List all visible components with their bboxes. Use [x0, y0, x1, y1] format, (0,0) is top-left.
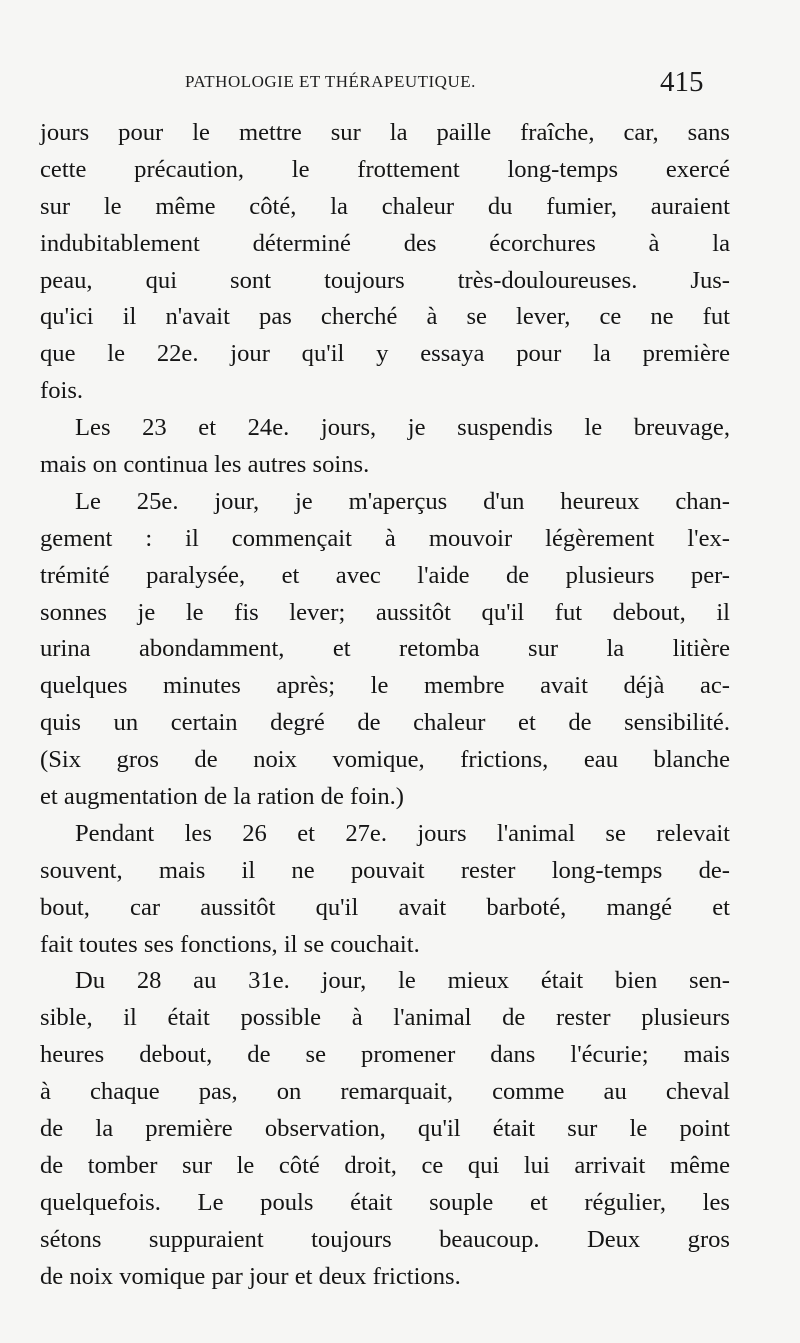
paragraph [40, 963, 730, 1295]
paragraph [40, 115, 730, 410]
text-line: peau, qui sont toujours très-douloureuses. Jus- [40, 266, 730, 294]
text-line: Les 23 et 24e. jours, je suspendis le breuvage, [75, 414, 730, 442]
text-line: Pendant les 26 et 27e. jours l'animal se relevait [75, 819, 730, 847]
text-line: sonnes je le fis lever; aussitôt qu'il fut debout, il [40, 598, 730, 626]
text-line: et augmentation de la ration de foin.) [40, 783, 404, 811]
paragraph [40, 816, 730, 964]
text-line: fait toutes ses fonctions, il se couchait. [40, 930, 420, 958]
text-line: Le 25e. jour, je m'aperçus d'un heureux chan- [75, 487, 730, 515]
text-line: quis un certain degré de chaleur et de sensibilité. [40, 709, 730, 737]
text-line: sur le même côté, la chaleur du fumier, auraient [40, 192, 730, 220]
text-line: Du 28 au 31e. jour, le mieux était bien sen- [75, 967, 730, 995]
text-line: trémité paralysée, et avec l'aide de plusieurs per- [40, 561, 730, 589]
body-text [40, 115, 730, 1296]
text-line: quelquefois. Le pouls était souple et régulier, les [40, 1188, 730, 1216]
text-line: indubitablement déterminé des écorchures à la [40, 229, 730, 257]
text-line: souvent, mais il ne pouvait rester long-temps de- [40, 856, 730, 884]
text-line: gement : il commençait à mouvoir légèrement l'ex- [40, 524, 730, 552]
paragraph [40, 410, 730, 484]
text-line: de noix vomique par jour et deux frictions. [40, 1262, 461, 1290]
running-title: PATHOLOGIE ET THÉRAPEUTIQUE. [185, 72, 476, 91]
text-line: sétons suppuraient toujours beaucoup. Deux gros [40, 1225, 730, 1253]
text-line: qu'ici il n'avait pas cherché à se lever, ce ne fut [40, 303, 730, 331]
text-line: à chaque pas, on remarquait, comme au cheval [40, 1078, 730, 1106]
text-line: que le 22e. jour qu'il y essaya pour la première [40, 340, 730, 368]
text-line: de tomber sur le côté droit, ce qui lui arrivait même [40, 1151, 730, 1179]
text-line: urina abondamment, et retomba sur la litière [40, 635, 730, 663]
text-line: fois. [40, 377, 84, 405]
text-line: (Six gros de noix vomique, frictions, eau blanche [40, 746, 730, 774]
page-number: 415 [660, 66, 704, 98]
text-line: sible, il était possible à l'animal de rester plusieurs [40, 1004, 730, 1032]
text-line: de la première observation, qu'il était sur le point [40, 1115, 730, 1143]
text-line: cette précaution, le frottement long-temps exercé [40, 155, 730, 183]
paragraph [40, 484, 730, 816]
text-line: bout, car aussitôt qu'il avait barboté, mangé et [40, 893, 730, 921]
text-line: quelques minutes après; le membre avait déjà ac- [40, 672, 730, 700]
text-line: mais on continua les autres soins. [40, 451, 370, 479]
text-line: jours pour le mettre sur la paille fraîche, car, sans [40, 119, 730, 146]
text-line: heures debout, de se promener dans l'écurie; mais [40, 1041, 730, 1069]
